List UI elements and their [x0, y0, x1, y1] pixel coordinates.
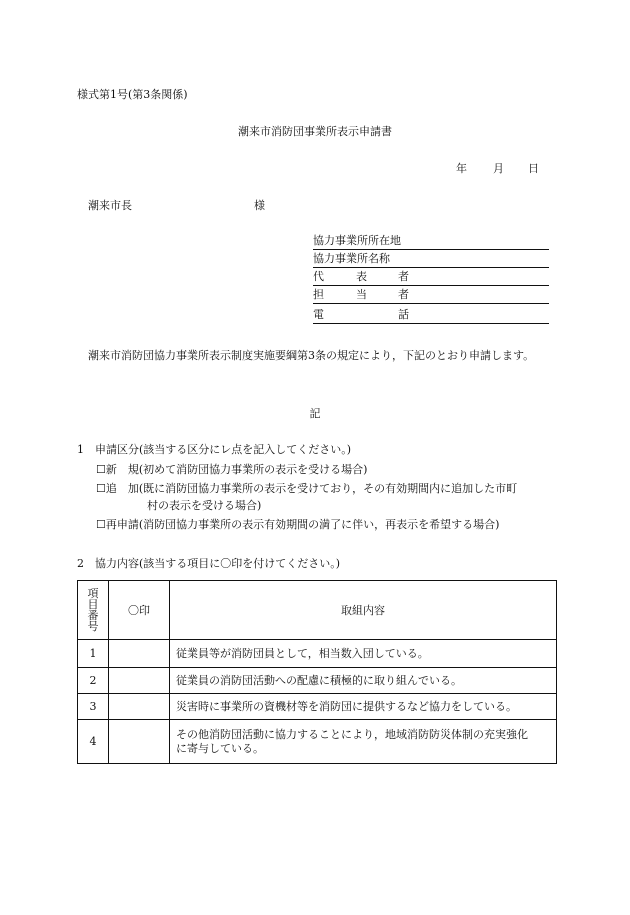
- header-item-number: 項目番号: [78, 581, 109, 640]
- field-person-in-charge-char-1: 担: [313, 288, 324, 301]
- cooperation-table: [77, 580, 557, 764]
- addressee-name: 潮来市長: [88, 199, 132, 212]
- row-mark-cell[interactable]: [109, 694, 170, 720]
- section2-heading: 2 協力内容(該当する項目に〇印を付けてください。): [77, 557, 341, 570]
- field-company-name[interactable]: [313, 253, 549, 268]
- row-content: [170, 720, 557, 764]
- application-statement: 潮来市消防団協力事業所表示制度実施要綱第3条の規定により，下記のとおり申請します。: [88, 349, 535, 362]
- addressee-honorific: 様: [254, 199, 265, 212]
- table-row: [78, 668, 557, 694]
- row-number: 2: [78, 668, 109, 694]
- row-content: 災害時に事業所の資機材等を消防団に提供するなど協力をしている。: [170, 694, 557, 720]
- field-representative-char-1: 代: [313, 270, 324, 283]
- row-content-line-1: その他消防団活動に協力することにより，地域消防防災体制の充実強化: [176, 727, 528, 741]
- row-number: 1: [78, 640, 109, 668]
- table-row: [78, 694, 557, 720]
- field-person-in-charge[interactable]: [313, 289, 549, 304]
- row-content: 従業員の消防団活動への配慮に積極的に取り組んでいる。: [170, 668, 557, 694]
- date-month: 月: [493, 162, 504, 175]
- form-number: 様式第1号(第3条関係): [77, 88, 188, 101]
- date-year: 年: [456, 162, 467, 175]
- date-day: 日: [528, 162, 539, 175]
- row-number: 3: [78, 694, 109, 720]
- row-mark-cell[interactable]: [109, 640, 170, 668]
- row-mark-cell[interactable]: [109, 668, 170, 694]
- row-number: 4: [78, 720, 109, 764]
- field-representative-char-2: 表: [356, 270, 367, 283]
- row-content-line-2: に寄与している。: [176, 741, 264, 755]
- field-person-in-charge-char-3: 者: [398, 288, 409, 301]
- table-row: [78, 640, 557, 668]
- field-company-name-label: 協力事業所名称: [313, 252, 390, 265]
- ki-heading: 記: [309, 407, 321, 420]
- field-representative[interactable]: [313, 271, 549, 286]
- section1-heading: 1 申請区分(該当する区分にレ点を記入してください。): [77, 443, 352, 456]
- header-mark: 〇印: [109, 581, 170, 640]
- row-mark-cell[interactable]: [109, 720, 170, 764]
- row-content: 従業員等が消防団員として，相当数入団している。: [170, 640, 557, 668]
- option-new[interactable]: ☐新 規(初めて消防団協力事業所の表示を受ける場合): [96, 463, 368, 476]
- table-row: [78, 720, 557, 764]
- header-content: 取組内容: [170, 581, 557, 640]
- field-representative-char-3: 者: [398, 270, 409, 283]
- option-addition[interactable]: ☐追 加(既に消防団協力事業所の表示を受けており，その有効期間内に追加した市町: [96, 482, 518, 495]
- field-phone-char-2: 話: [398, 308, 409, 321]
- field-phone-char-1: 電: [313, 308, 324, 321]
- field-location-label: 協力事業所所在地: [313, 234, 401, 247]
- option-addition-continuation: 村の表示を受ける場合): [147, 499, 262, 512]
- field-phone[interactable]: [313, 309, 549, 324]
- document-title: 潮来市消防団事業所表示申請書: [238, 125, 392, 138]
- field-person-in-charge-char-2: 当: [356, 288, 367, 301]
- option-reapply[interactable]: ☐再申請(消防団協力事業所の表示有効期間の満了に伴い，再表示を希望する場合): [96, 518, 500, 531]
- field-location[interactable]: [313, 235, 549, 250]
- table-header-row: [78, 581, 557, 640]
